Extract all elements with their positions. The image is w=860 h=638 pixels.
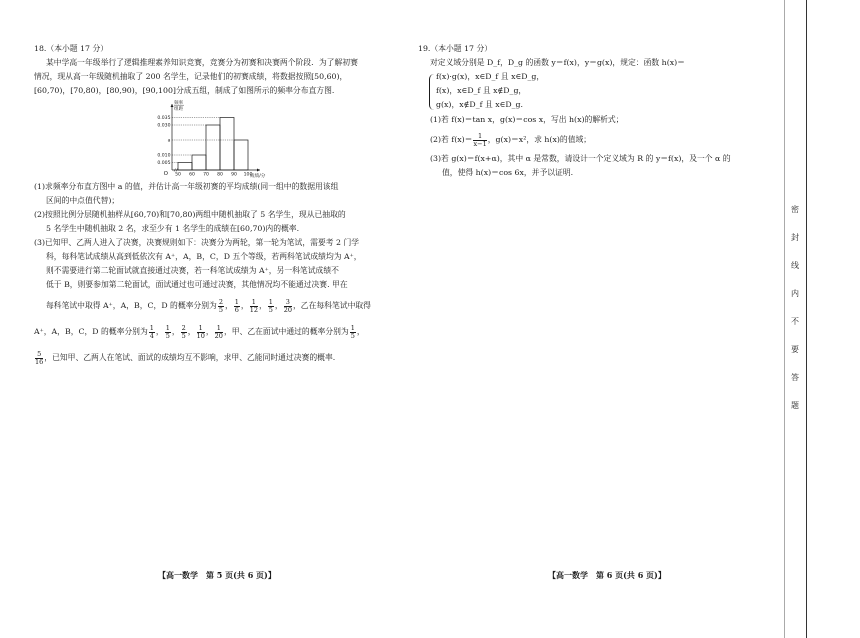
binding-char-2: 封	[791, 233, 799, 242]
y-tick-label: 0.010	[157, 153, 171, 159]
y-axis-label-top: 频率	[174, 101, 184, 106]
q19-part3-line2: 值，使得 h(x)＝cos 6x，并予以证明.	[442, 168, 574, 177]
binding-line	[806, 0, 807, 638]
q18-interview-label: ，甲、乙在面试中通过的概率分别为	[223, 327, 349, 336]
y-tick-label: 0.035	[157, 116, 171, 121]
y-tick-label: a	[167, 138, 171, 144]
x-tick-label: 60	[189, 172, 195, 178]
binding-dash-line	[784, 0, 785, 638]
frac-yi-4: $\frac{1}{10}$	[196, 323, 205, 340]
x-axis-label: 成绩/分	[250, 174, 266, 179]
histogram-bar	[234, 140, 248, 170]
frequency-histogram	[148, 98, 288, 182]
frac-q19-f: $\frac{1}{x-1}$	[473, 131, 487, 148]
y-tick-label: 0.030	[157, 123, 171, 129]
footer-page6: 【高一数学 第 6 页(共 6 页)】	[548, 570, 666, 580]
frac-yi-1: $\frac{1}{4}$	[149, 323, 154, 340]
frac-jia-3: $\frac{1}{12}$	[249, 297, 258, 314]
binding-char-3: 线	[791, 261, 799, 270]
frac-interview-jia: $\frac{1}{5}$	[350, 323, 355, 340]
q18-part1-line1: (1)求频率分布直方图中 a 的值，并估计高一年级初赛的平均成绩(同一组中的数据用该组	[34, 182, 339, 191]
histogram-bar	[178, 163, 192, 171]
q19-title: 19.（本小题 17 分）	[418, 44, 493, 53]
q19-definition: 对定义域分别是 D_f，D_g 的函数 y＝f(x)，y＝g(x)，规定：函数 h(x)＝	[430, 58, 685, 67]
binding-char-7: 答	[791, 373, 799, 382]
binding-char-6: 要	[791, 345, 799, 354]
y-axis-label-bottom: 组距	[174, 107, 184, 112]
q18-title: 18.（本小题 17 分）	[34, 44, 109, 53]
q18-intro-line1: 某中学高一年级举行了逻辑推理素养知识竞赛，竞赛分为初赛和决赛两个阶段．为了解初赛	[46, 58, 358, 67]
origin-label: O	[163, 171, 168, 177]
frac-jia-5: $\frac{3}{20}$	[283, 297, 292, 314]
frac-jia-1: $\frac{2}{5}$	[218, 297, 223, 314]
x-tick-label: 80	[217, 172, 223, 178]
q18-part3-line5: 每科笔试中取得 A⁺，A，B，C，D 的概率分别为 $\frac{2}{5}$ ， $\frac{1}{6}$ ， $\frac{1}{12}$ ， $\frac{1}{5}$ ， $\frac{3}{20}$ ，乙在每科笔试中取得	[46, 297, 371, 314]
binding-char-5: 不	[791, 317, 799, 326]
binding-char-4: 内	[791, 289, 799, 298]
x-tick-label: 90	[231, 172, 237, 178]
q18-yi-prob-label: A⁺，A，B，C，D 的概率分别为	[34, 327, 148, 336]
q19-part3-line1: (3)若 g(x)＝f(x+α)，其中 α 是常数，请设计一个定义域为 R 的 y＝f(x)，及一个 α 的	[430, 154, 731, 163]
q18-jia-prob-lead: 每科笔试中取得 A⁺，A，B，C，D 的概率分别为	[46, 301, 217, 310]
x-tick-label: 50	[175, 172, 181, 178]
x-tick-label: 100	[243, 172, 253, 178]
q18-part3-line6: A⁺，A，B，C，D 的概率分别为 $\frac{1}{4}$ ， $\frac{1}{5}$ ， $\frac{2}{5}$ ， $\frac{1}{10}$ ， $\frac{1}{20}$ ，甲、乙在面试中通过的概率分别为 $\frac{1}{5}$ ，	[34, 323, 365, 340]
frac-jia-4: $\frac{1}{5}$	[268, 297, 273, 314]
q18-part3-line7	[34, 350, 335, 366]
frac-yi-3: $\frac{2}{5}$	[181, 323, 186, 340]
x-tick-label: 70	[203, 172, 209, 178]
q18-intro-line2: 情况，现从高一年级随机抽取了 200 名学生，记录他们的初赛成绩，将数据按照[50,60)，	[34, 72, 348, 81]
q18-yi-prob-lead: ，乙在每科笔试中取得	[293, 301, 371, 310]
q19-part2-tail: ，g(x)＝x²，求 h(x)的值域；	[487, 135, 592, 144]
frac-yi-2: $\frac{1}{5}$	[165, 323, 170, 340]
histogram-bar	[220, 118, 234, 171]
q18-part2-line1: (2)按照比例分层随机抽样从[60,70)和[70,80)两组中随机抽取了 5 名学生，现从已抽取的	[34, 210, 346, 219]
histogram-bar	[206, 125, 220, 170]
q18-intro-line3: [60,70)，[70,80)，[80,90)，[90,100]分成五组，制成了如图所示的频率分布直方图.	[34, 86, 335, 95]
binding-char-1: 密	[791, 205, 799, 214]
frac-jia-2: $\frac{1}{6}$	[234, 297, 239, 314]
q18-part3-line4: 低于 B，则要参加第二轮面试，面试通过也可通过决赛，其他情况均不能通过决赛. 甲在	[46, 280, 348, 289]
q19-case3: g(x)，x∉D_f 且 x∈D_g.	[436, 100, 524, 109]
q19-case1: f(x)·g(x)，x∈D_f 且 x∈D_g，	[436, 72, 545, 81]
q18-part3-line2: 科，每科笔试成绩从高到低依次有 A⁺，A，B，C，D 五个等级，若两科笔试成绩均为 A⁺，	[46, 252, 362, 261]
x-axis-arrow	[257, 169, 260, 172]
piecewise-brace	[429, 74, 436, 110]
q19-part2-head: (2)若 f(x)＝	[430, 135, 473, 144]
q18-part1-line2: 区间的中点值代替)；	[46, 196, 120, 205]
y-tick-label: 0.005	[157, 161, 171, 166]
binding-char-8: 题	[791, 401, 799, 410]
footer-page5: 【高一数学 第 5 页(共 6 页)】	[158, 570, 276, 580]
q18-part3-line3: 则不需要进行第二轮面试就直接通过决赛，若一科笔试成绩为 A⁺，另一科笔试成绩不	[46, 266, 339, 275]
q19-part2	[430, 132, 591, 148]
q18-part2-line2: 5 名学生中随机抽取 2 名，求至少有 1 名学生的成绩在[60,70)内的概率.	[46, 224, 300, 233]
histogram-bar	[192, 155, 206, 170]
frac-yi-5: $\frac{1}{20}$	[214, 323, 223, 340]
q19-part1: (1)若 f(x)＝tan x，g(x)＝cos x，写出 h(x)的解析式；	[430, 115, 624, 124]
q19-case2: f(x)，x∈D_f 且 x∉D_g，	[436, 86, 527, 95]
frac-interview-yi: $\frac{5}{16}$	[35, 349, 44, 366]
q18-final-question: ，已知甲、乙两人在笔试、面试的成绩均互不影响，求甲、乙能同时通过决赛的概率.	[44, 353, 336, 362]
q18-part3-line1: (3)已知甲、乙两人进入了决赛，决赛规则如下：决赛分为两轮，第一轮为笔试，需要考 2 门学	[34, 238, 360, 247]
